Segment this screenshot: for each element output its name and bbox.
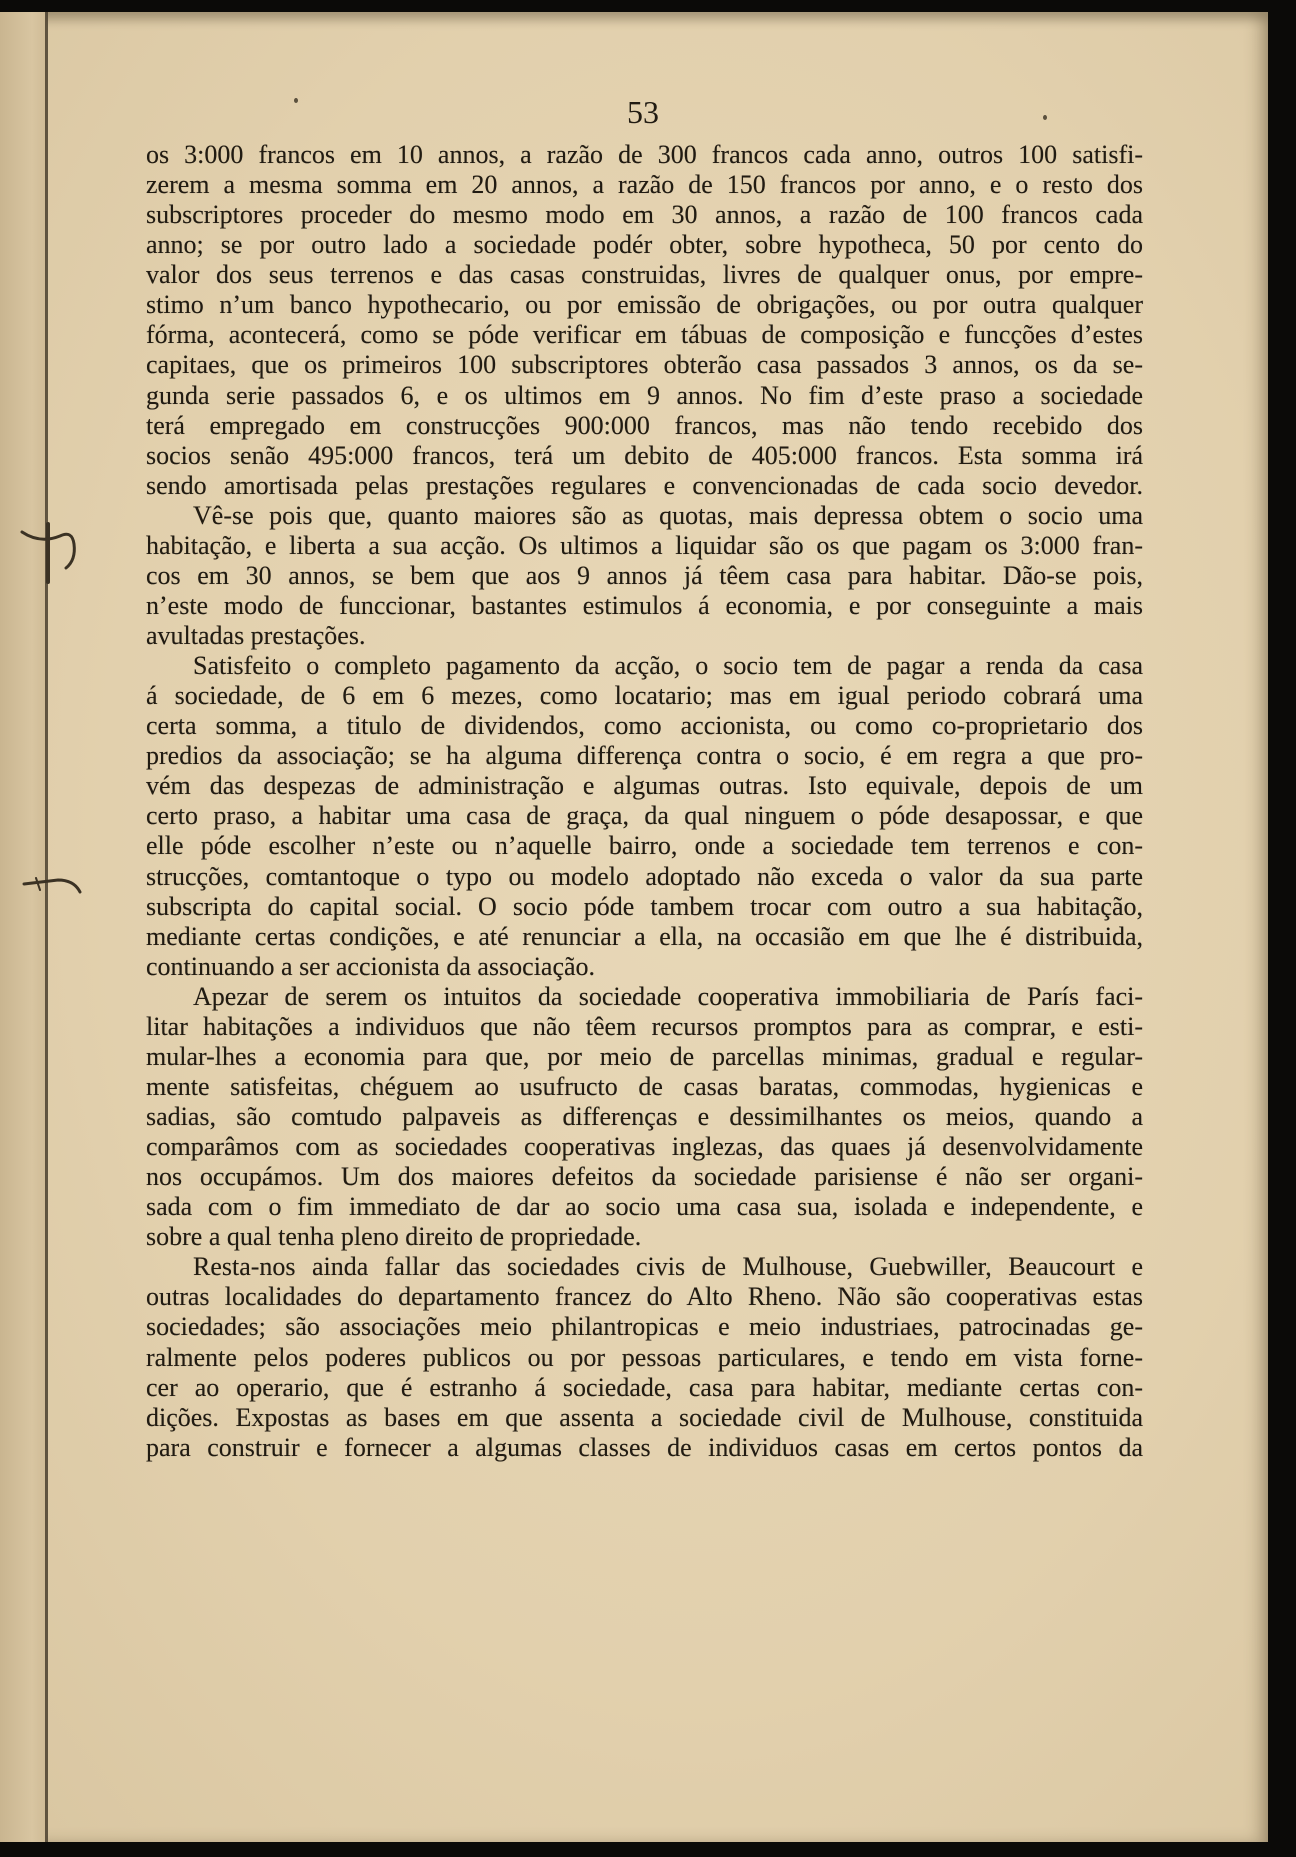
- text-line: litar habitações a individuos que não têem recursos promptos para as comprar, e esti-: [146, 1011, 1143, 1041]
- text-line: strucções, comtantoque o typo ou modelo adoptado não exceda o valor da sua parte: [146, 861, 1143, 891]
- text-line: Resta-nos ainda fallar das sociedades civis de Mulhouse, Guebwiller, Beaucourt e: [193, 1252, 1143, 1282]
- text-line: á sociedade, de 6 em 6 mezes, como locatario; mas em igual periodo cobrará uma: [146, 681, 1143, 711]
- text-line: sobre a qual tenha pleno direito de propriedade.: [146, 1222, 642, 1252]
- text-line: comparâmos com as sociedades cooperativas inglezas, das quaes já desenvolvidamente: [146, 1132, 1143, 1162]
- text-line: gunda serie passados 6, e os ultimos em 9 annos. No fim d’este praso a sociedade: [146, 380, 1143, 410]
- text-line: predios da associação; se ha alguma differença contra o socio, é em regra a que pro-: [146, 741, 1143, 771]
- text-line: capitaes, que os primeiros 100 subscriptores obterão casa passados 3 annos, os da se-: [146, 350, 1143, 380]
- text-line: vém das despezas de administração e algumas outras. Isto equivale, depois de um: [146, 771, 1143, 801]
- text-line: dições. Expostas as bases em que assenta a sociedade civil de Mulhouse, constituida: [146, 1402, 1143, 1432]
- text-line: zerem a mesma somma em 20 annos, a razão de 150 francos por anno, e o resto dos: [146, 170, 1143, 200]
- ink-speck: [294, 98, 298, 103]
- text-line: anno; se por outro lado a sociedade podér obter, sobre hypotheca, 50 por cento do: [146, 230, 1143, 260]
- text-line: n’este modo de funccionar, bastantes estimulos á economia, e por conseguinte a mais: [146, 590, 1143, 620]
- text-line: avultadas prestações.: [146, 621, 366, 650]
- page-number: 53: [627, 94, 659, 130]
- paragraph: [146, 982, 1143, 1253]
- text-line: Apezar de serem os intuitos da sociedade cooperativa immobiliaria de París faci-: [193, 981, 1143, 1011]
- paragraph: [146, 501, 1143, 651]
- body-text: [146, 140, 1143, 1463]
- text-line: subscripta do capital social. O socio póde tambem trocar com outro a sua habitação,: [146, 891, 1143, 921]
- margin-marks: [0, 12, 120, 1842]
- text-line: mular-lhes a economia para que, por meio de parcellas minimas, gradual e regular-: [146, 1041, 1143, 1071]
- text-line: subscriptores proceder do mesmo modo em 30 annos, a razão de 100 francos cada: [146, 200, 1143, 230]
- text-line: sada com o fim immediato de dar ao socio uma casa sua, isolada e independente, e: [146, 1192, 1143, 1222]
- text-line: cos em 30 annos, se bem que aos 9 annos já têem casa para habitar. Dão-se pois,: [146, 560, 1143, 590]
- text-line: stimo n’um banco hypothecario, ou por emissão de obrigações, ou por outra qualquer: [146, 290, 1143, 320]
- text-line: outras localidades do departamento francez do Alto Rheno. Não são cooperativas estas: [146, 1282, 1143, 1312]
- text-line: terá empregado em construcções 900:000 francos, mas não tendo recebido dos: [146, 410, 1143, 440]
- text-line: os 3:000 francos em 10 annos, a razão de 300 francos cada anno, outros 100 satisfi-: [146, 140, 1143, 169]
- text-line: sociedades; são associações meio philantropicas e meio industriaes, patrocinadas ge-: [146, 1312, 1143, 1342]
- text-line: mente satisfeitas, chéguem ao usufructo de casas baratas, commodas, hygienicas e: [146, 1071, 1143, 1101]
- ink-speck: [1043, 115, 1047, 120]
- text-line: habitação, e liberta a sua acção. Os ultimos a liquidar são os que pagam os 3:000 fran-: [146, 530, 1143, 560]
- text-line: certo praso, a habitar uma casa de graça, da qual ninguem o póde desapossar, e que: [146, 801, 1143, 831]
- paragraph: [146, 140, 1143, 501]
- text-line: sadias, são comtudo palpaveis as differenças e dessimilhantes os meios, quando a: [146, 1102, 1143, 1131]
- text-line: continuando a ser accionista da associação.: [146, 951, 596, 981]
- paragraph: [146, 1252, 1143, 1462]
- text-line: mediante certas condições, e até renunciar a ella, na occasião em que lhe é distribuida,: [146, 921, 1143, 951]
- text-line: valor dos seus terrenos e das casas construidas, livres de qualquer onus, por empre-: [146, 260, 1143, 290]
- text-line: cer ao operario, que é estranho á sociedade, casa para habitar, mediante certas con-: [146, 1372, 1143, 1402]
- text-line: Vê-se pois que, quanto maiores são as quotas, mais depressa obtem o socio uma: [193, 500, 1143, 530]
- paragraph: [146, 651, 1143, 982]
- page: [0, 12, 1268, 1842]
- text-line: Satisfeito o completo pagamento da acção, o socio tem de pagar a renda da casa: [193, 651, 1143, 681]
- text-line: certa somma, a titulo de dividendos, como accionista, ou como co-proprietario dos: [146, 711, 1143, 741]
- text-line: fórma, acontecerá, como se póde verificar em tábuas de composição e funcções d’estes: [146, 320, 1143, 350]
- text-line: ralmente pelos poderes publicos ou por pessoas particulares, e tendo em vista forne-: [146, 1342, 1143, 1372]
- text-line: elle póde escolher n’este ou n’aquelle bairro, onde a sociedade tem terrenos e con-: [146, 831, 1143, 861]
- text-line: para construir e fornecer a algumas classes de individuos casas em certos pontos da: [146, 1432, 1143, 1462]
- text-line: sendo amortisada pelas prestações regulares e convencionadas de cada socio devedor.: [146, 470, 1143, 500]
- text-line: nos occupámos. Um dos maiores defeitos da sociedade parisiense é não ser organi-: [146, 1162, 1143, 1192]
- text-line: socios senão 495:000 francos, terá um debito de 405:000 francos. Esta somma irá: [146, 440, 1143, 470]
